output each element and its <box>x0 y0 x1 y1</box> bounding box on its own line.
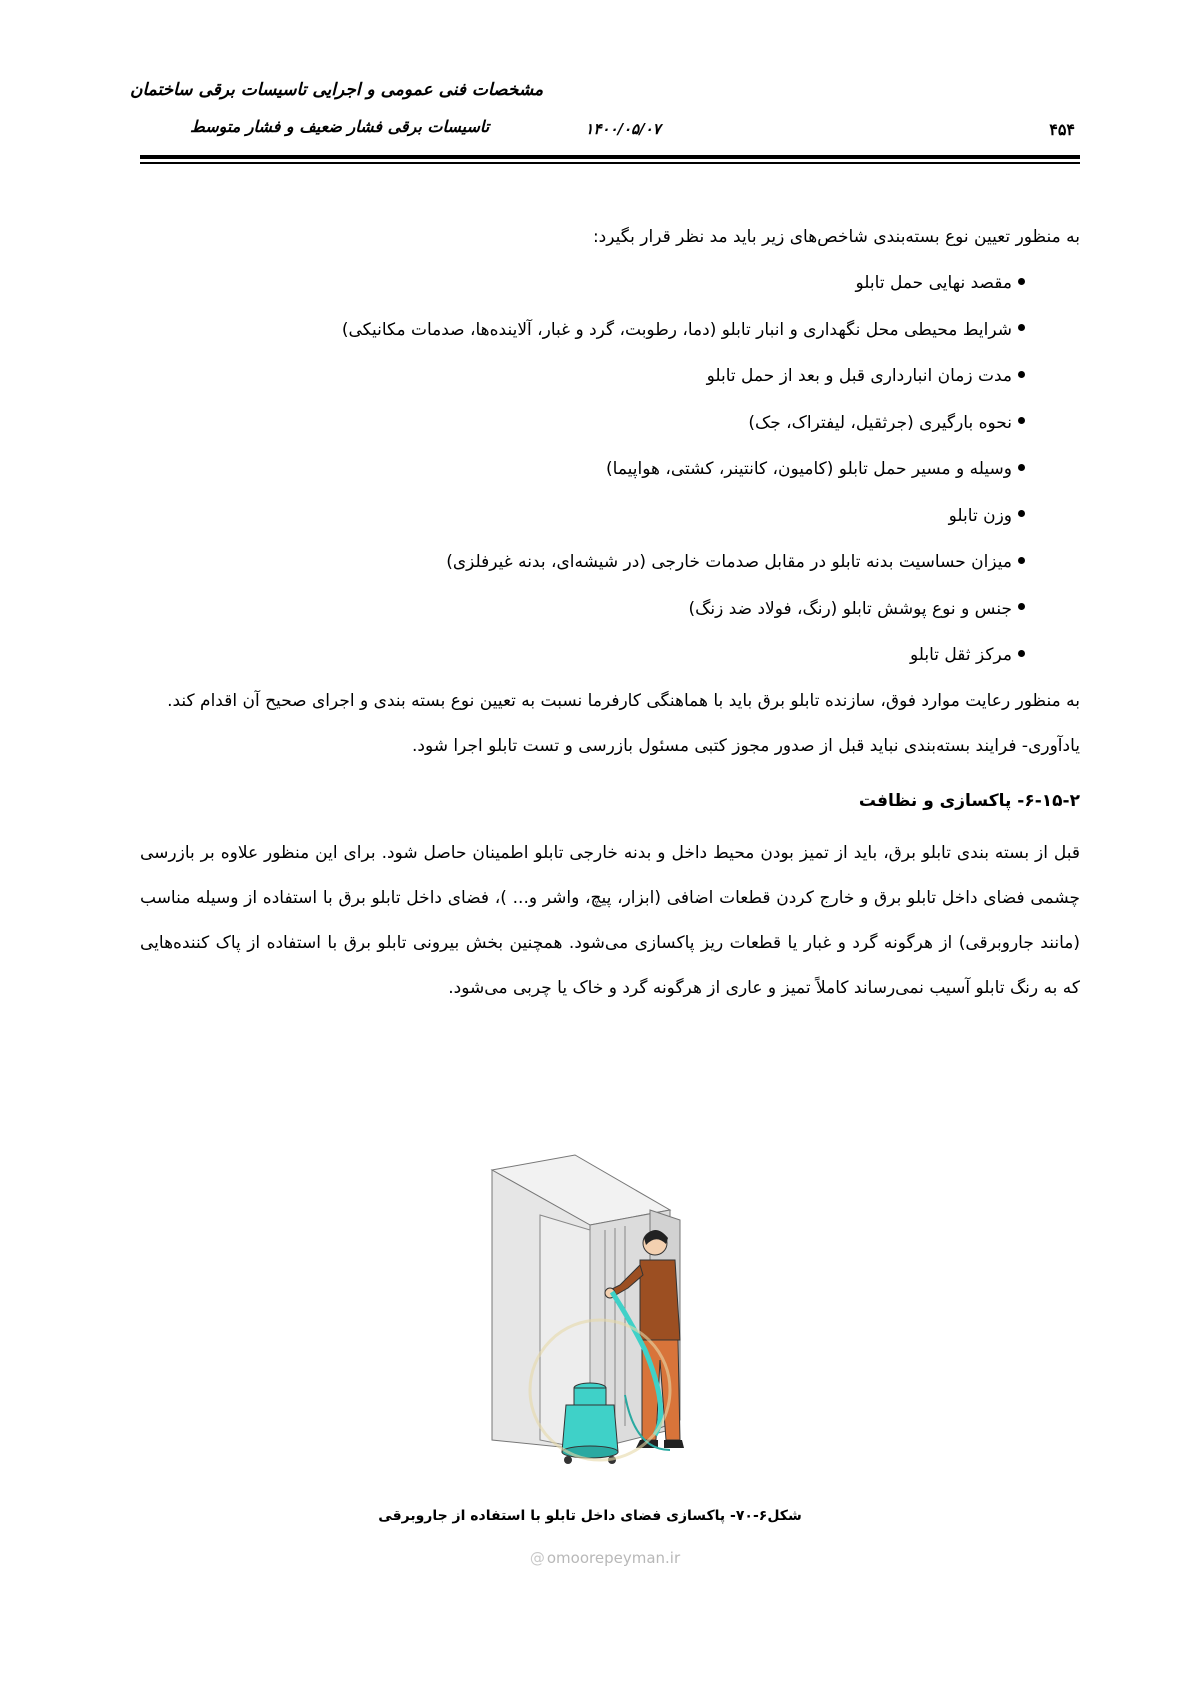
figure-caption: شکل۶-۷۰- پاکسازی فضای داخل تابلو با استفاده از جاروبرقی <box>378 1508 802 1524</box>
header-book-title: مشخصات فنی عمومی و اجرایی تاسیسات برقی ساختمان <box>130 80 544 100</box>
page-number: ۴۵۴ <box>1049 120 1075 139</box>
list-item-text: شرایط محیطی محل نگهداری و انبار تابلو (دما، رطوبت، گرد و غبار، آلاینده‌ها، صدمات مکانیکی) <box>341 319 1012 340</box>
section-body: قبل از بسته بندی تابلو برق، باید از تمیز بودن محیط داخل و بدنه خارجی تابلو اطمینان حاصل شود. برای این منظور علاوه بر بازرسی چشمی فضای داخل تابلو برق و خارج کردن قطعات اضافی (ابزار، پیچ، واشر و... )، فضای داخل تابلو برق با استفاده از وسیله مناسب (مانند جاروبرقی) از هرگونه گرد و غبار یا قطعات ریز پاکسازی می‌شود. همچنین بخش بیرونی تابلو برق با استفاده از پاک کننده‌هایی که به رنگ تابلو آسیب نمی‌رساند کاملاً تمیز و عاری از هرگونه گرد و خاک یا چربی می‌شود. <box>140 842 1080 998</box>
list-item-text: مدت زمان انبارداری قبل و بعد از حمل تابلو <box>706 366 1012 386</box>
watermark <box>495 1549 715 1567</box>
list-item-text: مرکز ثقل تابلو <box>909 645 1012 665</box>
list-item <box>140 539 1025 586</box>
watermark-label: omoorepeyman.ir <box>546 1549 681 1567</box>
list-item <box>140 586 1025 633</box>
page-content <box>140 215 1080 1011</box>
bullet-icon <box>1018 278 1025 285</box>
bullet-icon <box>1018 417 1025 424</box>
bullet-icon <box>1018 371 1025 378</box>
bullet-icon <box>1018 557 1025 564</box>
criteria-list <box>140 260 1080 679</box>
header-date: ۱۴۰۰/۰۵/۰۷ <box>585 120 661 138</box>
bullet-icon <box>1018 464 1025 471</box>
list-item <box>140 400 1025 447</box>
bullet-icon <box>1018 510 1025 517</box>
list-item-text: وسیله و مسیر حمل تابلو (کامیون، کانتینر، کشتی، هواپیما) <box>606 459 1012 479</box>
list-item <box>140 446 1025 493</box>
list-item <box>140 632 1025 679</box>
bullet-icon <box>1018 324 1025 331</box>
bullet-icon <box>1018 650 1025 657</box>
coordination-paragraph: به منظور رعایت موارد فوق، سازنده تابلو برق باید با هماهنگی کارفرما نسبت به تعیین نوع بسته بندی و اجرای صحیح آن اقدام کند. <box>167 690 1080 711</box>
list-item-text: میزان حساسیت بدنه تابلو در مقابل صدمات خارجی (در شیشه‌ای، بدنه غیرفلزی) <box>446 552 1012 572</box>
header-rule-thick <box>140 155 1080 159</box>
list-item <box>140 353 1025 400</box>
section-heading: ۶-۱۵-۲- پاکسازی و نظافت <box>858 790 1080 811</box>
list-item-text: جنس و نوع پوشش تابلو (رنگ، فولاد ضد زنگ) <box>688 598 1012 619</box>
list-item-text: وزن تابلو <box>948 505 1012 526</box>
vacuum-cleaning-illustration <box>480 1150 720 1470</box>
header-chapter-title: تاسیسات برقی فشار ضعیف و فشار متوسط <box>190 117 490 136</box>
list-item <box>140 493 1025 540</box>
list-item <box>140 307 1025 354</box>
list-item-text: نحوه بارگیری (جرثقیل، لیفتراک، جک) <box>748 412 1012 433</box>
bullet-icon <box>1018 603 1025 610</box>
reminder-paragraph: یادآوری- فرایند بسته‌بندی نباید قبل از صدور مجوز کتبی مسئول بازرسی و تست تابلو اجرا شود. <box>412 735 1080 756</box>
intro-paragraph: به منظور تعیین نوع بسته‌بندی شاخص‌های زیر باید مد نظر قرار بگیرد: <box>592 227 1080 247</box>
header-rule-thin <box>140 162 1080 164</box>
list-item-text: مقصد نهایی حمل تابلو <box>855 273 1012 293</box>
at-sign-icon: @ <box>529 1549 545 1567</box>
list-item <box>140 260 1025 307</box>
